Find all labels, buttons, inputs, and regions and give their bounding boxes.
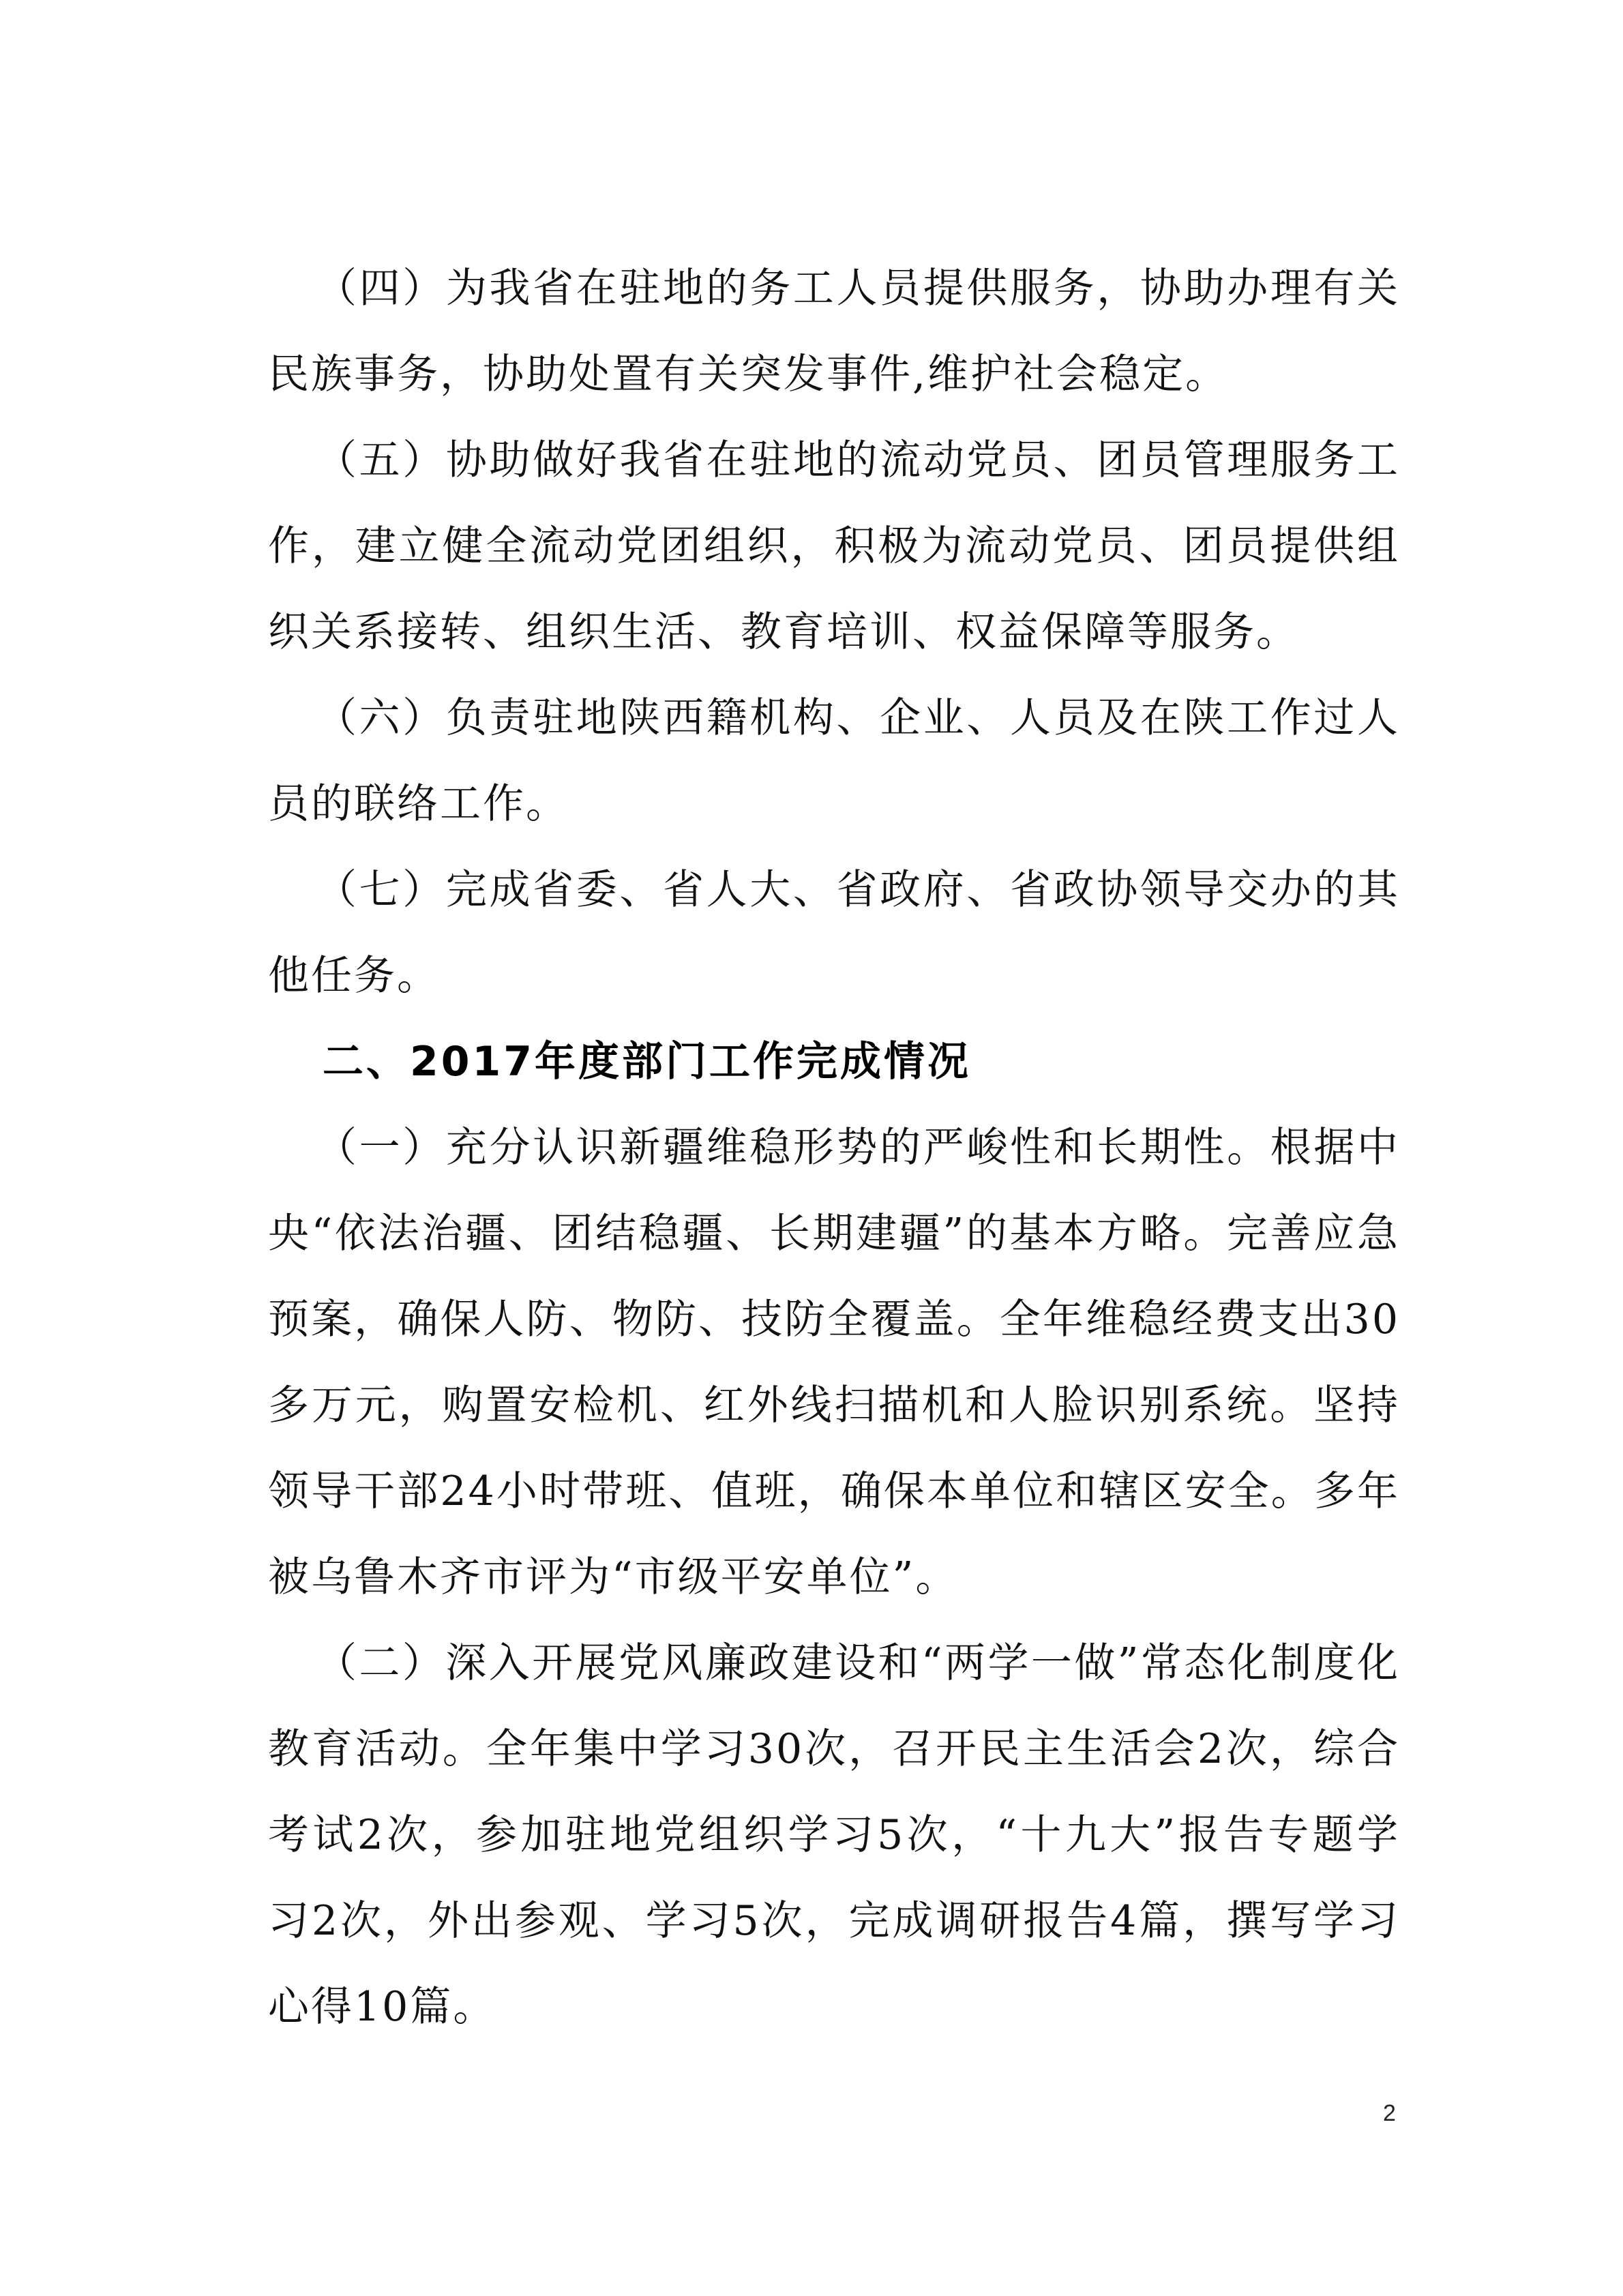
section-paragraph-1: （一）充分认识新疆维稳形势的严峻性和长期性。根据中央“依法治疆、团结稳疆、长期建疆”的基本方略。完善应急预案，确保人防、物防、技防全覆盖。全年维稳经费支出30多万元，购置安检机、红外线扫描机和人脸识别系统。坚持领导干部24小时带班、值班，确保本单位和辖区安全。多年被乌鲁木齐市评为“市级平安单位”。: [268, 1124, 1400, 1601]
paragraph-item-6: （六）负责驻地陕西籍机构、企业、人员及在陕工作过人员的联络工作。: [268, 694, 1400, 828]
paragraph-item-7: （七）完成省委、省人大、省政府、省政协领导交办的其他任务。: [268, 866, 1400, 1000]
section-paragraph-2: （二）深入开展党风廉政建设和“两学一做”常态化制度化教育活动。全年集中学习30次，召开民主生活会2次，综合考试2次，参加驻地党组织学习5次，“十九大”报告专题学习2次，外出参观、学习5次，完成调研报告4篇，撰写学习心得10篇。: [268, 1639, 1400, 2031]
document-body: [268, 245, 1400, 2050]
section-heading: 二、2017年度部门工作完成情况: [323, 1038, 971, 1086]
page-number: 2: [1383, 2100, 1396, 2126]
paragraph-item-4: （四）为我省在驻地的务工人员提供服务，协助办理有关民族事务，协助处置有关突发事件,维护社会稳定。: [268, 265, 1400, 398]
paragraph-item-5: （五）协助做好我省在驻地的流动党员、团员管理服务工作，建立健全流动党团组织，积极为流动党员、团员提供组织关系接转、组织生活、教育培训、权益保障等服务。: [268, 436, 1400, 656]
